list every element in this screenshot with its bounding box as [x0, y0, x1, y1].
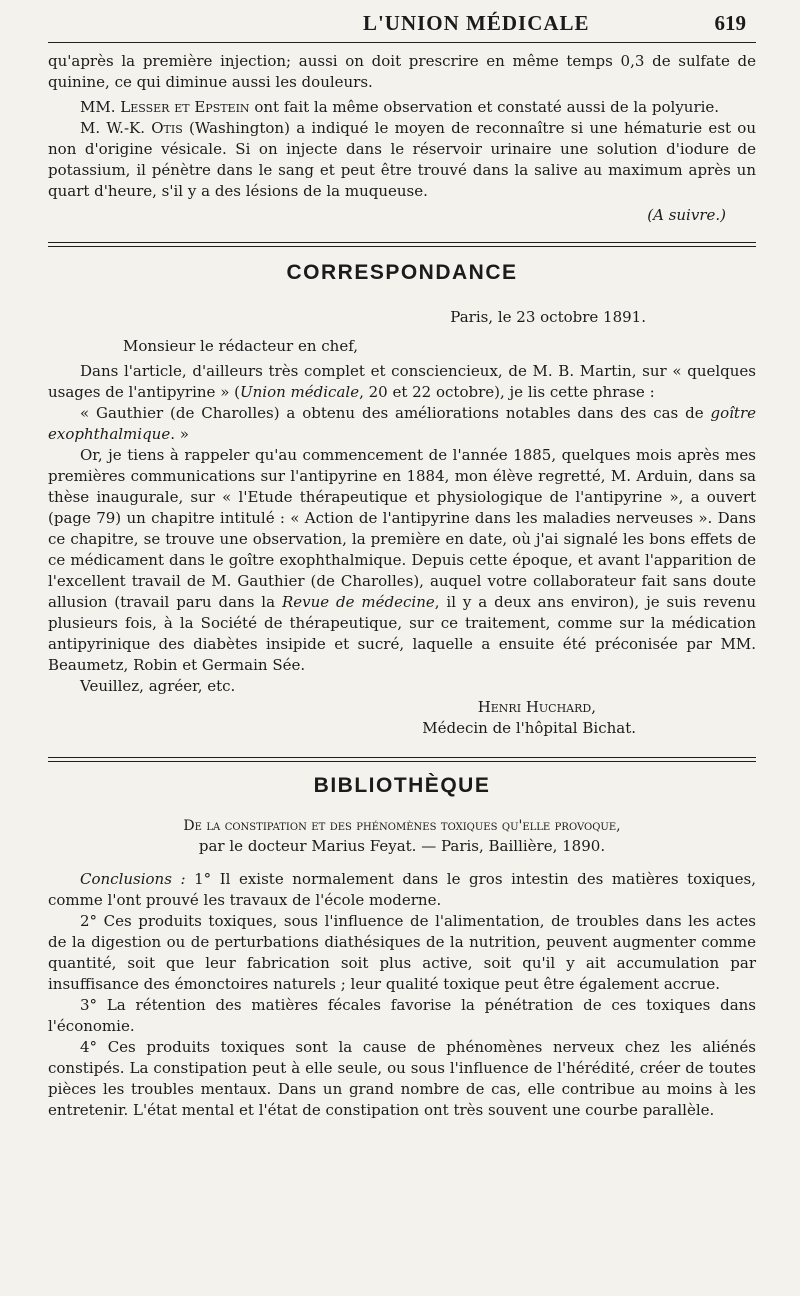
- letter-date: Paris, le 23 octobre 1891.: [450, 308, 646, 326]
- letter-p2-text-b: . »: [170, 425, 189, 443]
- otis-text: (Washington) a indiqué le moyen de reconnaître si une hématurie est ou non d'origine vésicale. Si on injecte dans le réservoir urinaire une solution d'iodure de potassium, il pénètre dans le sang et peut être trouvé dans la salive au maximum après un quart d'heure, s'il y a des lésions de la muqueuse.: [48, 119, 756, 200]
- letter-p1-italic: Union médicale: [240, 383, 360, 401]
- letter-p2-text-a: « Gauthier (de Charolles) a obtenu des améliorations notables dans des cas de: [80, 404, 711, 422]
- to-be-continued: (A suivre.): [647, 206, 726, 224]
- journal-title: L'UNION MÉDICALE: [362, 11, 590, 35]
- signature-name: Henri Huchard,: [477, 698, 596, 716]
- book-author: par le docteur Marius Feyat. — Paris, Baillière, 1890.: [198, 837, 606, 855]
- header-rule: [48, 42, 756, 43]
- signature-title: Médecin de l'hôpital Bichat.: [422, 719, 636, 737]
- correspondance-title: CORRESPONDANCE: [286, 261, 518, 284]
- lesser-epstein-paragraph: [48, 97, 756, 118]
- lesser-epstein-names: MM. Lesser et Epstein: [80, 98, 250, 116]
- conclusion-2: 2° Ces produits toxiques, sous l'influence de l'alimentation, de troubles dans les actes de la digestion ou de perturbations diathésiques de la nutrition, peuvent augmenter comme quantité, soit que leur fabrication soit plus active, soit qu'il y ait accumulation par insuffisance des émonctoires naturels ; leur qualité toxique peut être également accrue.: [48, 912, 756, 993]
- letter-p1-text-a: Dans l'article, d'ailleurs très complet et consciencieux, de M. B. Martin, sur « quelques usages de l'antipyrine » (: [48, 362, 756, 401]
- section-divider-2: [48, 757, 756, 762]
- lesser-epstein-text: ont fait la même observation et constaté aussi de la polyurie.: [249, 98, 720, 116]
- section-divider: [48, 242, 756, 247]
- letter-p1-text-b: , 20 et 22 octobre), je lis cette phrase :: [359, 383, 655, 401]
- continued-paragraph: qu'après la première injection; aussi on doit prescrire en même temps 0,3 de sulfate de quinine, ce qui diminue aussi les douleurs.: [48, 52, 756, 91]
- conclusion-1-text: 1° Il existe normalement dans le gros intestin des matières toxiques, comme l'ont prouvé les travaux de l'école moderne.: [48, 870, 757, 909]
- letter-p3-text-a: Or, je tiens à rappeler qu'au commencement de l'année 1885, quelques mois après mes premières communications sur l'antipyrine en 1884, mon élève regretté, M. Arduin, dans sa thèse inaugurale, sur « l'Etude thérapeutique et physiologique de l'antipyrine », a ouvert (page 79) un chapitre intitulé : « Action de l'antipyrine dans les maladies nerveuses ». Dans ce chapitre, se trouve une observation, la première en date, où j'ai signalé les bons effets de ce médicament dans le goître exophthalmique. Depuis cette époque, et avant l'apparition de l'excellent travail de M. Gauthier (de Charolles), auquel votre collaborateur fait sans doute allusion (travail paru dans la: [48, 446, 756, 611]
- conclusions-label: Conclusions :: [80, 870, 186, 888]
- conclusion-3: 3° La rétention des matières fécales favorise la pénétration de ces toxiques dans l'économie.: [48, 996, 756, 1035]
- page-number: 619: [714, 11, 746, 35]
- conclusion-1: [48, 869, 756, 911]
- otis-name: M. W.-K. Otis: [80, 119, 183, 137]
- letter-p2-italic: goître exophthalmique: [48, 404, 756, 443]
- letter-salutation: Monsieur le rédacteur en chef,: [123, 337, 358, 355]
- letter-p3-text-b: , il y a deux ans environ), je suis revenu plusieurs fois, à la Société de thérapeutique, sur ce traitement, comme sur la médication antipyrinique des diabètes insipide et sucré, laquelle a ensuite été préconisée par MM. Beaumetz, Robin et Germain Sée.: [48, 593, 756, 674]
- letter-paragraph-3: [48, 445, 756, 676]
- letter-paragraph-1: [48, 361, 756, 403]
- letter-paragraph-2: [48, 403, 756, 445]
- conclusion-4: 4° Ces produits toxiques sont la cause de phénomènes nerveux chez les aliénés constipés. La constipation peut à elle seule, ou sous l'influence de l'hérédité, créer de toutes pièces les troubles mentaux. Dans un grand nombre de cas, elle contribue au moins à les entretenir. L'état mental et l'état de constipation ont très souvent une courbe parallèle.: [48, 1038, 756, 1119]
- letter-closing: Veuillez, agréer, etc.: [80, 677, 236, 695]
- letter-p3-italic: Revue de médecine: [281, 593, 435, 611]
- book-title: De la constipation et des phénomènes toxiques qu'elle provoque,: [183, 818, 621, 834]
- page-header: [48, 0, 756, 36]
- otis-paragraph: [48, 118, 756, 202]
- bibliotheque-title: BIBLIOTHÈQUE: [313, 774, 491, 797]
